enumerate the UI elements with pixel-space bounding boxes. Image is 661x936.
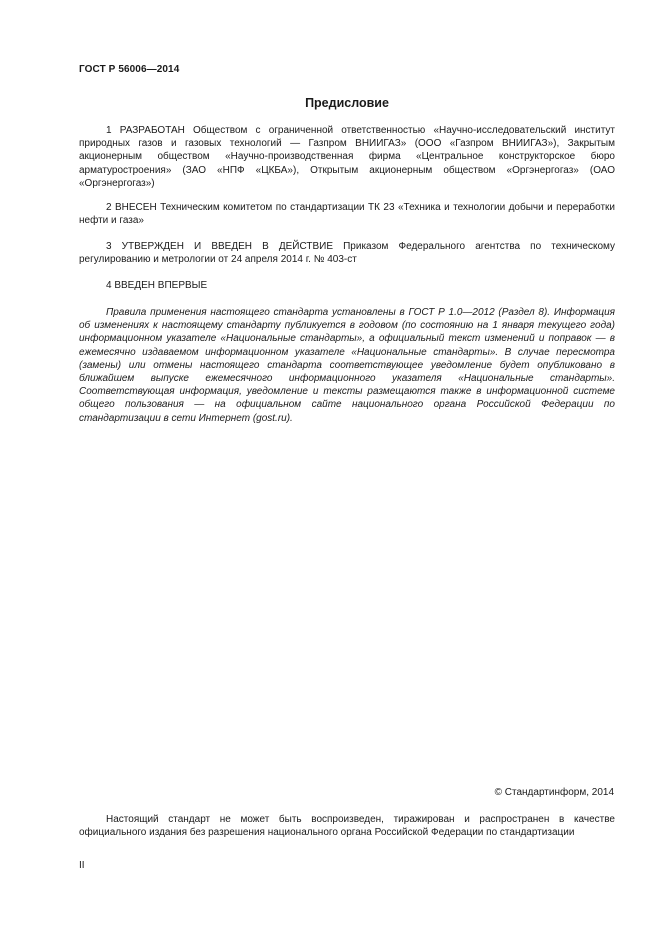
rules-note: Правила применения настоящего стандарта установлены в ГОСТ Р 1.0—2012 (Раздел 8). Информация об изменениях к настоящему стандарту публикуется в годовом (по состоянию на 1 января текущего года) информационном указателе «Национальные стандарты», а официальный текст изменений и поправок — в ежемесячно издаваемом информационном указателе «Национальные стандарты». В случае пересмотра (замены) или отмены настоящего стандарта соответствующее уведомление будет опубликовано в ближайшем выпуске ежемесячного информационного указателя «Национальные стандарты». Соответствующая информация, уведомление и тексты размещаются также в информационной системе общего пользования — на официальном сайте национального органа Российской Федерации по стандартизации в сети Интернет (gost.ru). xyxy=(79,307,615,424)
document-code: ГОСТ Р 56006—2014 xyxy=(79,64,180,75)
reproduction-notice: Настоящий стандарт не может быть воспроизведен, тиражирован и распространен в качестве официального издания без разрешения национального органа Российской Федерации по стандартизации xyxy=(79,814,615,839)
foreword-item-developed: 1 РАЗРАБОТАН Обществом с ограниченной ответственностью «Научно-исследовательский институт природных газов и газовых технологий — Газпром ВНИИГАЗ» (ООО «Газпром ВНИИГАЗ»), Закрытым акционерным обществом «Научно-производственная фирма «Центральное конструкторское бюро арматуростроения» (ЗАО «НПФ «ЦКБА»), Открытым акционерным обществом «Оргэнергогаз» (ОАО «Оргэнергогаз») xyxy=(79,125,615,189)
foreword-item-first-introduced: 4 ВВЕДЕН ВПЕРВЫЕ xyxy=(106,280,208,291)
page-title: Предисловие xyxy=(305,96,389,110)
foreword-item-introduced: 2 ВНЕСЕН Техническим комитетом по стандартизации ТК 23 «Техника и технологии добычи и переработки нефти и газа» xyxy=(79,202,615,227)
foreword-item-approved: 3 УТВЕРЖДЕН И ВВЕДЕН В ДЕЙСТВИЕ Приказом Федерального агентства по техническому регулированию и метрологии от 24 апреля 2014 г. № 403-ст xyxy=(79,241,615,266)
copyright-notice: © Стандартинформ, 2014 xyxy=(494,787,614,798)
page-number: II xyxy=(79,860,85,871)
